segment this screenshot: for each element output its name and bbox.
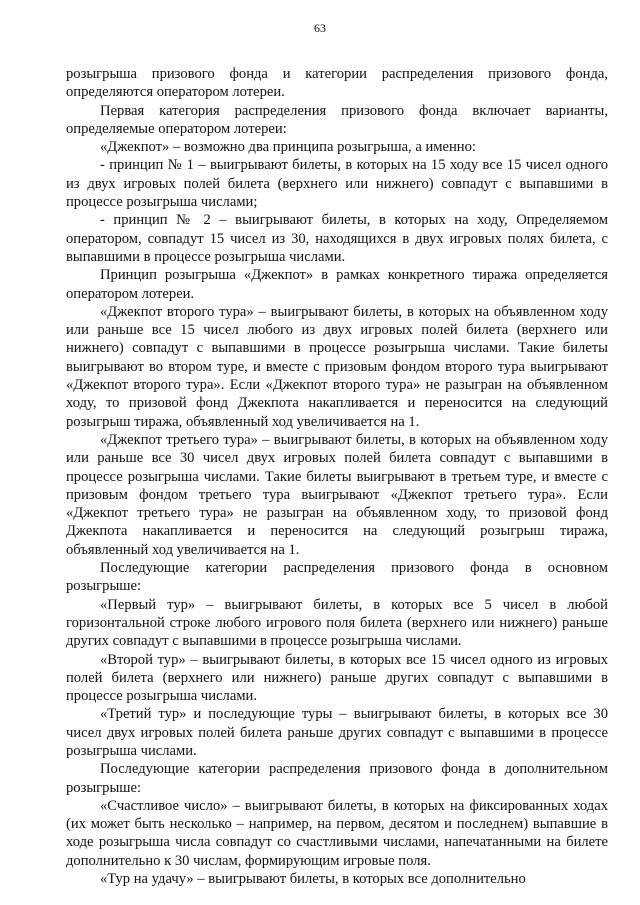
paragraph: «Джекпот» – возможно два принципа розыгрыша, а именно: bbox=[100, 139, 476, 156]
paragraph: розыгрыша призового фонда и категории распределения призового фонда, определяются оператором лотереи. bbox=[66, 66, 608, 101]
paragraph: Принцип розыгрыша «Джекпот» в рамках конкретного тиража определяется оператором лотереи. bbox=[66, 267, 608, 302]
paragraph: - принцип № 1 – выигрывают билеты, в которых на 15 ходу все 15 чисел одного из двух игровых полей билета (верхнего или нижнего) совпадут с выпавшими в процессе розыгрыша числами; bbox=[66, 157, 608, 211]
paragraph: «Третий тур» и последующие туры – выигрывают билеты, в которых все 30 чисел двух игровых полей билета раньше других совпадут с выпавшими в процессе розыгрыша числами. bbox=[66, 706, 608, 759]
paragraph: «Тур на удачу» – выигрывают билеты, в которых все дополнительно bbox=[100, 871, 526, 888]
body-text bbox=[66, 65, 608, 888]
paragraph: «Второй тур» – выигрывают билеты, в которых все 15 чисел одного из игровых полей билета (верхнего или нижнего) раньше других совпадут с выпавшими в процессе розыгрыша числами. bbox=[66, 651, 608, 705]
paragraph: «Первый тур» – выигрывают билеты, в которых все 5 чисел в любой горизонтальной строке любого игрового поля билета (верхнего или нижнего) раньше других совпадут с выпавшими в процессе розыгрыша числами. bbox=[66, 596, 608, 650]
paragraph: «Счастливое число» – выигрывают билеты, в которых на фиксированных ходах (их может быть несколько – например, на первом, десятом и последнем) выпавшие в ходе розыгрыша числа совпадут со счастливыми числами, напечатанными на билете дополнительно к 30 числам, формирующим игровые поля. bbox=[66, 797, 608, 869]
paragraph: - принцип № 2 – выигрывают билеты, в которых на ходу, Определяемом оператором, совпадут 15 чисел из 30, находящихся в двух игровых полях билета, с выпавшими в процессе розыгрыша числами. bbox=[66, 212, 608, 265]
page-number: 63 bbox=[314, 21, 326, 35]
paragraph: Последующие категории распределения призового фонда в дополнительном розыгрыше: bbox=[66, 761, 608, 796]
paragraph: Последующие категории распределения призового фонда в основном розыгрыше: bbox=[66, 560, 608, 595]
paragraph: «Джекпот третьего тура» – выигрывают билеты, в которых на объявленном ходу или раньше все 30 чисел двух игровых полей билета совпадут с выпавшими в процессе розыгрыша числами. Такие билеты выигрывают в третьем туре, и вместе с призовым фондом третьего тура выигрывают «Джекпот третьего тура». Если «Джекпот третьего тура» не разыгран на объявленном ходу, то призовой фонд Джекпота накапливается и переносится на следующий розыгрыш тиража, объявленный ход увеличивается на 1. bbox=[66, 431, 608, 558]
paragraph: «Джекпот второго тура» – выигрывают билеты, в которых на объявленном ходу или раньше все 15 чисел любого из двух игровых полей билета (верхнего или нижнего) совпадут с выпавшими в процессе розыгрыша числами. Такие билеты выигрывают во втором туре, и вместе с призовым фондом второго тура выигрывают «Джекпот второго тура». Если «Джекпот второго тура» не разыгран на объявленном ходу, то призовой фонд Джекпота накапливается и переносится на следующий розыгрыш тиража, объявленный ход увеличивается на 1. bbox=[66, 303, 608, 430]
paragraph: Первая категория распределения призового фонда включает варианты, определяемые оператором лотереи: bbox=[66, 102, 608, 137]
